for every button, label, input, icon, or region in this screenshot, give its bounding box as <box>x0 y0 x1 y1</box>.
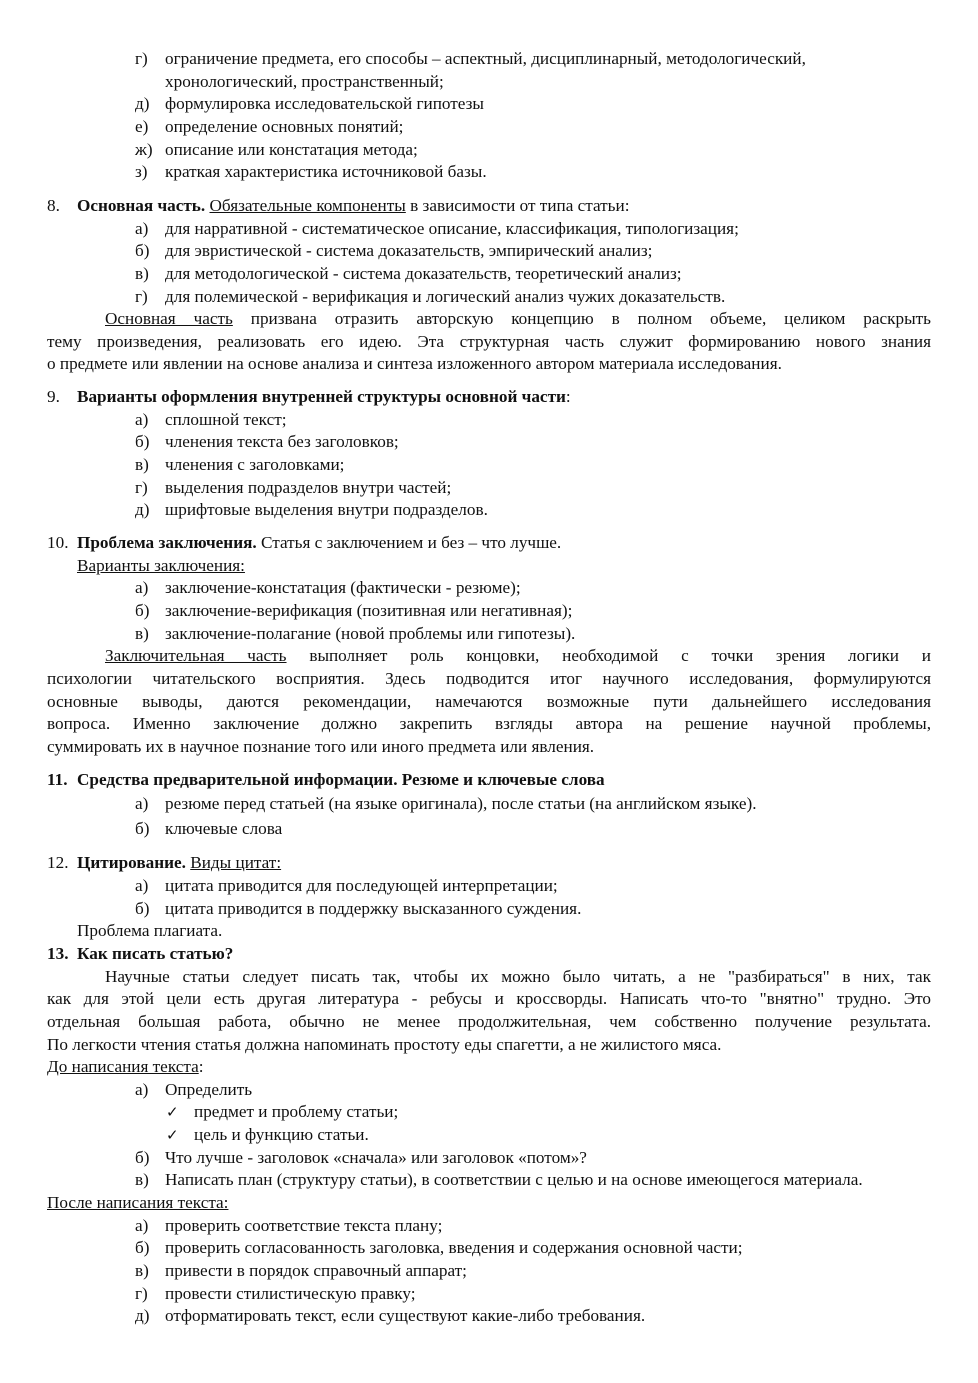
section-title: Варианты оформления внутренней структуры основной части <box>77 387 566 406</box>
list-marker: б) <box>135 899 150 918</box>
list-item-text: ключевые слова <box>165 819 283 838</box>
list-item-text: цитата приводится для последующей интерпретации; <box>165 876 558 895</box>
section-number: 8. <box>47 196 60 215</box>
list-item-text: привести в порядок справочный аппарат; <box>165 1261 467 1280</box>
paragraph-text: призвана отразить авторскую концепцию в полном объеме, целиком раскрыть <box>232 309 931 328</box>
paragraph-line <box>47 308 931 331</box>
list-item-text: определение основных понятий; <box>165 117 404 136</box>
section-heading <box>77 195 630 218</box>
underlined-term: До написания текста <box>47 1057 199 1076</box>
list-marker: а) <box>135 1216 149 1235</box>
list-marker: а) <box>135 410 149 429</box>
underlined-term: Заключительная часть <box>105 646 287 665</box>
list-marker: а) <box>135 1080 149 1099</box>
list-item-text: проверить соответствие текста плану; <box>165 1216 443 1235</box>
list-item-text: для нарративной - систематическое описание, классификация, типологизация; <box>165 219 739 238</box>
list-marker: в) <box>135 1261 149 1280</box>
list-marker: б) <box>135 1148 150 1167</box>
section-heading <box>77 532 561 555</box>
list-marker: а) <box>135 219 149 238</box>
list-item-text: членения с заголовками; <box>165 455 345 474</box>
heading-rest: Статья с заключением и без – что лучше. <box>256 533 562 552</box>
list-item-text: ограничение предмета, его способы – аспектный, дисциплинарный, методологический, <box>165 49 806 68</box>
list-item-text: заключение-верификация (позитивная или негативная); <box>165 601 573 620</box>
list-item-text: Что лучше - заголовок «сначала» или заголовок «потом»? <box>165 1148 587 1167</box>
section-heading <box>77 852 281 875</box>
list-marker: а) <box>135 794 149 813</box>
list-marker: б) <box>135 241 150 260</box>
list-item-text: формулировка исследовательской гипотезы <box>165 94 484 113</box>
list-item-text: резюме перед статьей (на языке оригинала), после статьи (на английском языке). <box>165 794 757 813</box>
list-item-text: выделения подразделов внутри частей; <box>165 478 452 497</box>
paragraph-line: основные выводы, даются рекомендации, намечаются возможные пути дальнейшего исследования <box>47 692 931 711</box>
paragraph-line: тему произведения, реализовать его идею. Эта структурная часть служит формированию нового знания <box>47 332 931 351</box>
heading-rest: : <box>198 1057 204 1076</box>
list-marker: в) <box>135 264 149 283</box>
list-item-text: цель и функцию статьи. <box>194 1125 369 1144</box>
section-number: 13. <box>47 944 69 963</box>
paragraph-line: как для этой цели есть другая литература - ребусы и кроссворды. Написать что-то "внятно" трудно. Это <box>47 989 931 1008</box>
note-text: Проблема плагиата. <box>77 921 223 940</box>
list-marker: д) <box>135 94 150 113</box>
paragraph-line <box>47 966 931 989</box>
paragraph-line: психологии читательского восприятия. Здесь подводится итог научного исследования, формулируются <box>47 669 931 688</box>
list-marker: б) <box>135 432 150 451</box>
list-marker: е) <box>135 117 149 136</box>
list-item-text: краткая характеристика источниковой базы. <box>165 162 487 181</box>
list-marker: г) <box>135 478 148 497</box>
underlined-term: Основная часть <box>105 309 233 328</box>
paragraph-line: о предмете или явлении на основе анализа и синтеза изложенного автором материала исследования. <box>47 354 782 373</box>
list-marker: д) <box>135 500 150 519</box>
paragraph-line <box>47 645 931 668</box>
list-item-text: отформатировать текст, если существуют какие-либо требования. <box>165 1306 646 1325</box>
paragraph-text: Научные статьи следует писать так, чтобы их можно было читать, а не "разбираться" в них, так <box>105 967 931 986</box>
list-item-text: провести стилистическую правку; <box>165 1284 416 1303</box>
section-number: 11. <box>47 770 68 789</box>
list-marker: а) <box>135 578 149 597</box>
list-marker: ж) <box>135 140 153 159</box>
section-title: Основная часть. <box>77 196 206 215</box>
section-title: Как писать статью? <box>77 944 234 963</box>
list-item-text: для эвристической - система доказательств, эмпирический анализ; <box>165 241 653 260</box>
section-number: 12. <box>47 853 69 872</box>
paragraph-line: суммировать их в научное познание того или иного предмета или явления. <box>47 737 595 756</box>
list-marker: г) <box>135 49 148 68</box>
heading-rest: в зависимости от типа статьи: <box>405 196 630 215</box>
paragraph-line: По легкости чтения статья должна напоминать простоту еды спагетти, а не жилистого мяса. <box>47 1035 722 1054</box>
list-marker: д) <box>135 1306 150 1325</box>
list-marker: в) <box>135 1170 149 1189</box>
checkmark-icon: ✓ <box>166 1126 179 1144</box>
list-item-text: проверить согласованность заголовка, введения и содержания основной части; <box>165 1238 743 1257</box>
list-marker: з) <box>135 162 148 181</box>
list-marker: б) <box>135 1238 150 1257</box>
list-item-text: членения текста без заголовков; <box>165 432 399 451</box>
list-item-text: для методологической - система доказательств, теоретический анализ; <box>165 264 682 283</box>
section-number: 9. <box>47 387 60 406</box>
list-item-text: заключение-констатация (фактически - резюме); <box>165 578 521 597</box>
paragraph-line: вопроса. Именно заключение должно закрепить взгляды автора на решение научной проблемы, <box>47 714 931 733</box>
list-item-text: Определить <box>165 1080 253 1099</box>
list-marker: г) <box>135 287 148 306</box>
list-marker: а) <box>135 876 149 895</box>
list-item-text: Написать план (структуру статьи), в соответствии с целью и на основе имеющегося материала. <box>165 1170 863 1189</box>
list-marker: б) <box>135 601 150 620</box>
list-marker: г) <box>135 1284 148 1303</box>
checkmark-icon: ✓ <box>166 1103 179 1121</box>
list-item-text: хронологический, пространственный; <box>165 72 444 91</box>
list-item-text: заключение-полагание (новой проблемы или гипотезы). <box>165 624 576 643</box>
list-marker: в) <box>135 455 149 474</box>
list-item-text: описание или констатация метода; <box>165 140 418 159</box>
subheading: Варианты заключения: <box>77 556 245 575</box>
subheading <box>47 1056 204 1079</box>
list-item-text: шрифтовые выделения внутри подразделов. <box>165 500 488 519</box>
underlined-term: Обязательные компоненты <box>209 196 406 215</box>
section-title: Средства предварительной информации. Резюме и ключевые слова <box>77 770 605 789</box>
list-item-text: цитата приводится в поддержку высказанного суждения. <box>165 899 582 918</box>
underlined-term: Виды цитат: <box>190 853 282 872</box>
list-item-text: предмет и проблему статьи; <box>194 1102 399 1121</box>
section-title: Цитирование. <box>77 853 186 872</box>
section-title: Проблема заключения. <box>77 533 257 552</box>
section-heading <box>77 386 571 409</box>
paragraph-line: отдельная большая работа, обычно не менее продолжительная, чем собственно получение результата. <box>47 1012 931 1031</box>
list-marker: б) <box>135 819 150 838</box>
section-number: 10. <box>47 533 69 552</box>
list-item-text: сплошной текст; <box>165 410 287 429</box>
list-item-text: для полемической - верификация и логический анализ чужих доказательств. <box>165 287 726 306</box>
heading-rest: : <box>565 387 571 406</box>
subheading: После написания текста: <box>47 1193 229 1212</box>
list-marker: в) <box>135 624 149 643</box>
paragraph-text: выполняет роль концовки, необходимой с точки зрения логики и <box>286 646 931 665</box>
